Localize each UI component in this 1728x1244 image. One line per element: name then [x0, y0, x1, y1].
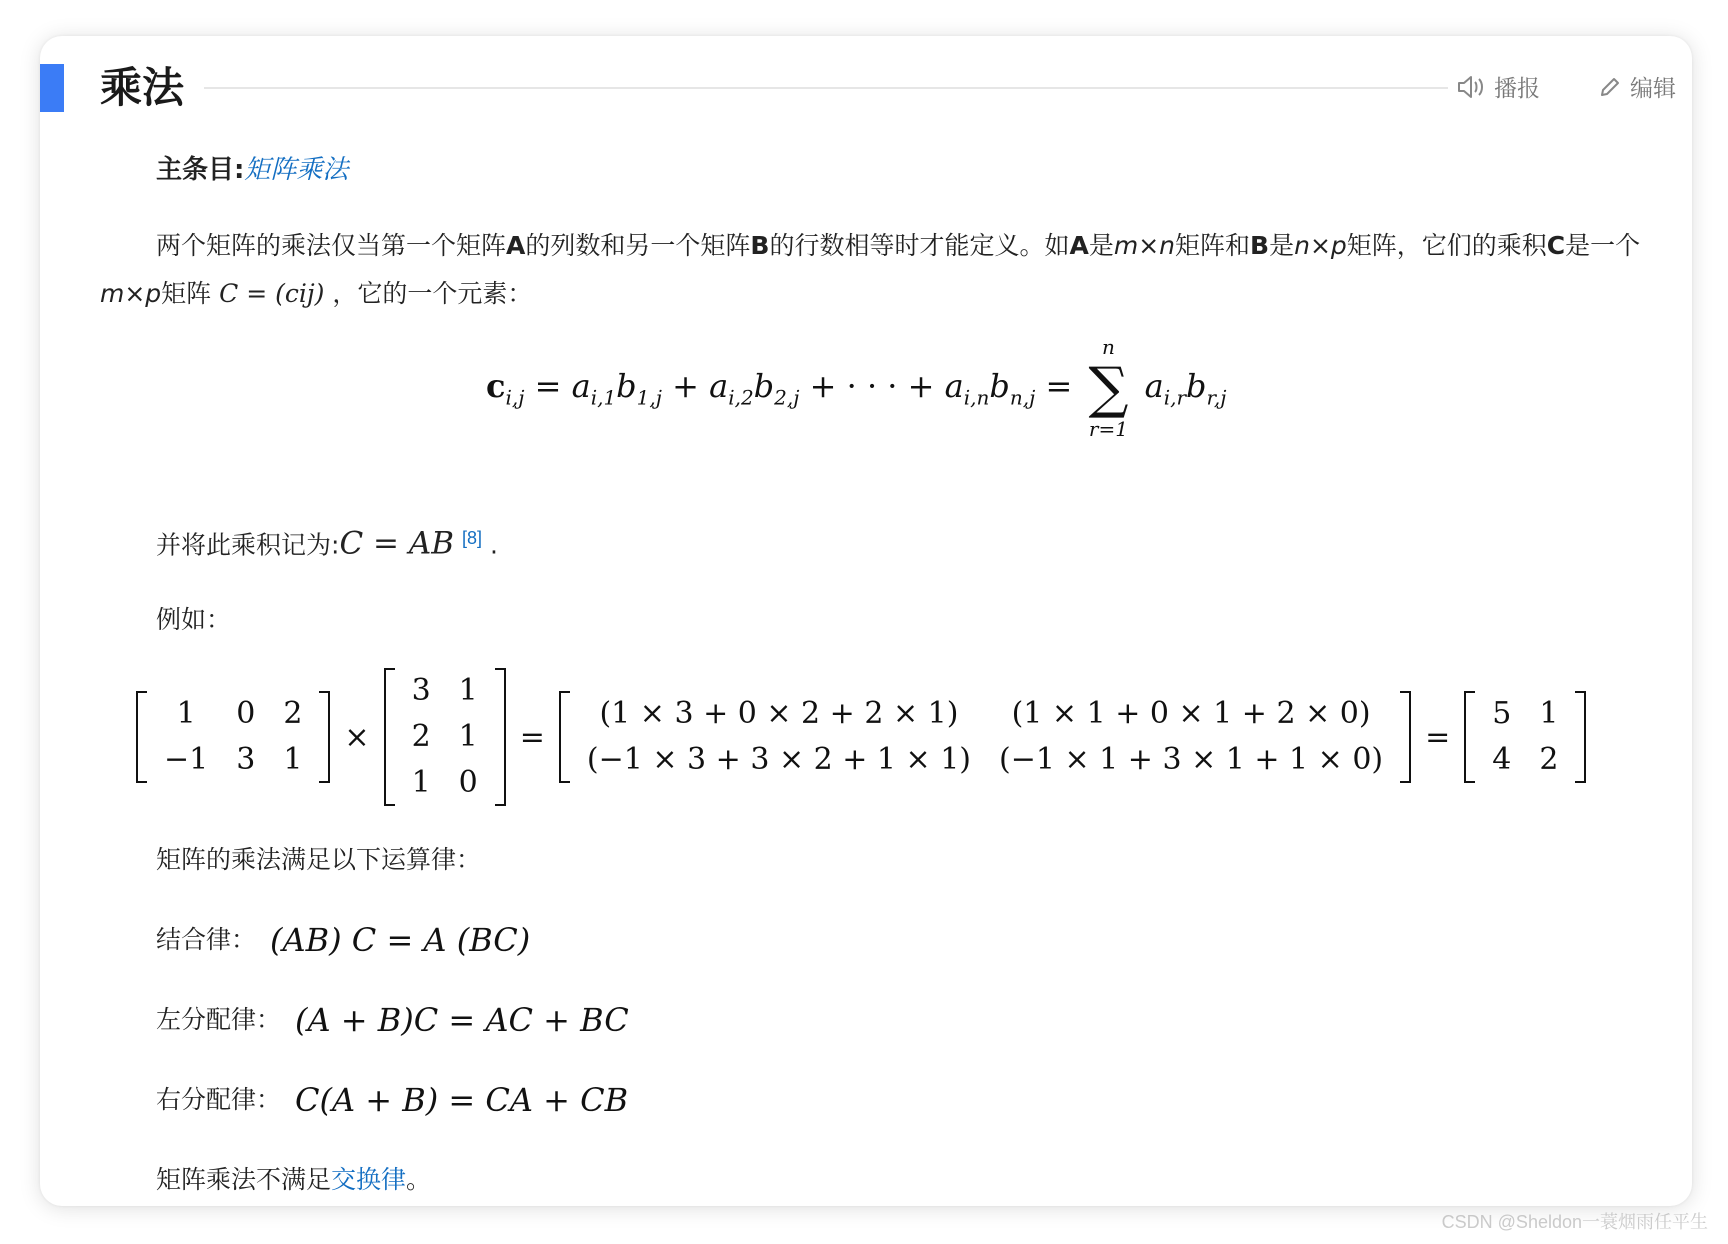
left-distributive-law [156, 996, 629, 1044]
matrix-cell: 2 [411, 719, 431, 754]
matrix-row [1478, 691, 1572, 737]
def-matrix-a: A [1069, 231, 1089, 260]
matrix-cell: (1 × 3 + 0 × 2 + 2 × 1) [599, 696, 959, 731]
matrix-cell: 2 [283, 696, 303, 731]
section-title: 乘法 [100, 63, 185, 112]
def-text: 是 [1269, 231, 1295, 260]
law-label: 右分配律： [156, 1085, 282, 1114]
matrix-cell: 0 [236, 696, 256, 731]
matrix-cell: 1 [1539, 696, 1559, 731]
def-text: 矩阵 [161, 279, 212, 308]
matrix-row [573, 737, 1397, 783]
def-dim-mxp: m×p [100, 279, 162, 308]
edit-button[interactable] [1598, 70, 1676, 103]
edit-label: 编辑 [1630, 76, 1676, 102]
matrix-row [398, 760, 492, 806]
law-formula: (AB) C = A (BC) [270, 921, 531, 959]
matrix-cell: 1 [283, 742, 303, 777]
matrix-row [398, 714, 492, 760]
matrix-cell: (−1 × 1 + 3 × 1 + 1 × 0) [999, 742, 1384, 777]
def-text: 矩阵，它们的乘积 [1346, 231, 1547, 260]
matrix-cell: 1 [176, 696, 196, 731]
matrix-row [398, 668, 492, 714]
matrix-a [136, 691, 330, 783]
pencil-icon [1598, 75, 1622, 99]
times-operator: × [344, 719, 370, 755]
def-matrix-b: B [1250, 231, 1270, 260]
note-text: 矩阵乘法不满足 [156, 1165, 332, 1194]
matrix-cell: −1 [164, 742, 209, 777]
product-notation [156, 514, 1660, 569]
law-label: 左分配律： [156, 1005, 282, 1034]
commutativity-note [156, 1156, 1660, 1204]
matrix-cell: (1 × 1 + 0 × 1 + 2 × 0) [1011, 696, 1371, 731]
matrix-cell: 4 [1492, 742, 1512, 777]
title-divider [204, 87, 1448, 89]
equals-operator: = [519, 719, 545, 755]
matrix-cell: (−1 × 3 + 3 × 2 + 1 × 1) [586, 742, 972, 777]
def-text: 是一个 [1565, 231, 1641, 260]
note-end: 。 [406, 1165, 432, 1194]
main-entry-label: 主条目: [156, 155, 245, 185]
notation-text: 并将此乘积记为: [156, 530, 340, 560]
def-dim-nxp: n×p [1294, 231, 1347, 260]
laws-intro: 矩阵的乘法满足以下运算律： [156, 845, 482, 874]
matrix-expanded [559, 691, 1411, 783]
definition-paragraph [100, 222, 1660, 318]
associative-law [156, 916, 530, 964]
def-text: 两个矩阵的乘法仅当第一个矩阵 [156, 231, 507, 260]
def-text: 的列数和另一个矩阵 [525, 231, 751, 260]
def-matrix-a: A [506, 231, 526, 260]
commutative-law-link[interactable]: 交换律 [331, 1165, 407, 1194]
play-button[interactable] [1456, 70, 1540, 103]
def-text: 的行数相等时才能定义。如 [769, 231, 1070, 260]
main-entry-line [156, 148, 348, 192]
formula-lhs: c [486, 367, 506, 405]
matrix-cell: 1 [458, 673, 478, 708]
def-text: 是 [1088, 231, 1114, 260]
matrix-b [384, 668, 506, 806]
matrix-cell: 2 [1539, 742, 1559, 777]
matrix-cell: 5 [1492, 696, 1512, 731]
matrix-cell: 3 [411, 673, 431, 708]
example-intro: 例如： [156, 605, 232, 634]
equals-operator: = [1425, 719, 1451, 755]
def-dim-mxn: m×n [1113, 231, 1175, 260]
def-matrix-b: B [750, 231, 770, 260]
matrix-row [150, 691, 316, 737]
matrix-row [150, 737, 316, 783]
section-accent-bar [40, 64, 64, 112]
def-matrix-c: C [1546, 231, 1566, 260]
law-label: 结合律： [156, 925, 257, 954]
right-distributive-law [156, 1076, 628, 1124]
matrix-cell: 1 [458, 719, 478, 754]
main-entry-link[interactable]: 矩阵乘法 [244, 155, 349, 185]
sum-upper: n [1101, 334, 1115, 359]
matrix-cell: 1 [411, 765, 431, 800]
example-matrix-equation [136, 672, 1586, 802]
matrix-cell: 0 [458, 765, 478, 800]
def-text: ，它的一个元素： [332, 279, 533, 308]
notation-end: . [490, 530, 498, 560]
matrix-row [573, 691, 1397, 737]
def-text: 矩阵和 [1175, 231, 1251, 260]
sum-lower: r=1 [1088, 416, 1128, 441]
notation-formula: C = AB [339, 525, 455, 562]
play-label: 播报 [1494, 76, 1540, 102]
matrix-cell: 3 [236, 742, 256, 777]
matrix-row [1478, 737, 1572, 783]
def-c-formula: C = (cij) [219, 279, 325, 308]
matrix-result [1464, 691, 1586, 783]
reference-link[interactable]: [8] [462, 528, 483, 548]
speaker-icon [1456, 74, 1486, 100]
law-formula: (A + B)C = AC + BC [295, 1001, 629, 1039]
watermark: CSDN @Sheldon一蓑烟雨任平生 [1441, 1212, 1708, 1232]
article-section [40, 36, 1692, 1206]
summation-symbol: n ∑ r=1 [1082, 361, 1134, 417]
law-formula: C(A + B) = CA + CB [295, 1081, 629, 1119]
element-formula: $c_{i,j} = a_{i,1}b_{1,j} + a_{i,2}b_{2,j}$ + · · · + $a_{i,n}b_{n,j}$ = n ∑ r=1 $a_{i,r}b_{r,j}$ [486, 334, 1227, 441]
